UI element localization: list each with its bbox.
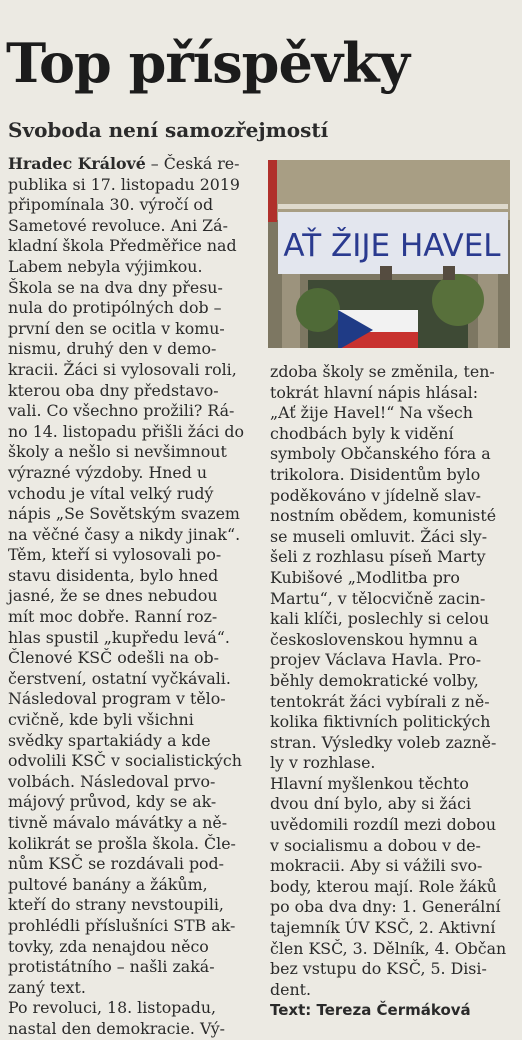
left-column-lines — [8, 175, 260, 1040]
text-line: kteří do strany nevstoupili, — [8, 895, 224, 915]
text-line: body, kterou mají. Role žáků — [270, 876, 497, 896]
text-line: Po revoluci, 18. listopadu, — [8, 998, 217, 1018]
text-line: ly v rozhlase. — [270, 753, 376, 773]
text-line: československou hymnu a — [270, 629, 478, 649]
text-line: šeli z rozhlasu píseň Marty — [270, 547, 486, 567]
text-line: nápis „Se Sovětským svazem — [8, 504, 240, 524]
text-line: dent. — [270, 979, 312, 999]
text-line: připomínala 30. výročí od — [8, 195, 214, 215]
text-line: publika si 17. listopadu 2019 — [8, 174, 240, 194]
text-line: Následoval program v tělo- — [8, 689, 226, 709]
text-line: nula do protipólných dob – — [8, 298, 222, 318]
text-line: mokracii. Aby si vážili svo- — [270, 856, 483, 876]
text-line: kolika fiktivních politických — [270, 712, 491, 732]
text-line: výrazné výzdoby. Hned u — [8, 462, 208, 482]
text-line: na věčné časy a nikdy jinak“. — [8, 524, 241, 544]
dateline: Hradec Králové — [8, 154, 146, 173]
text-line: stran. Výsledky voleb zazně- — [270, 732, 497, 752]
text-line: zaný text. — [8, 977, 86, 997]
text-line: nům KSČ se rozdávali pod- — [8, 854, 225, 874]
text-line: bez vstupu do KSČ, 5. Disi- — [270, 959, 487, 979]
right-column-lines — [270, 362, 515, 1000]
text-line: Martu“, v tělocvičně zacin- — [270, 588, 486, 608]
text-line: tajemník ÚV KSČ, 2. Aktivní — [270, 918, 496, 938]
text-line: kracii. Žáci si vylosovali roli, — [8, 359, 237, 379]
text-line: májový průvod, kdy se ak- — [8, 792, 217, 812]
text-line: člen KSČ, 3. Dělník, 4. Občan — [270, 938, 507, 958]
text-line: nismu, druhý den v demo- — [8, 339, 217, 359]
text-line: nostním obědem, komunisté — [270, 506, 497, 526]
text-line: stavu disidenta, bylo hned — [8, 565, 219, 585]
text-line: běhly demokratické volby, — [270, 670, 479, 690]
text-line: Členové KSČ odešli na ob- — [8, 648, 219, 668]
text-line: prohlédli příslušníci STB ak- — [8, 915, 236, 935]
text-line: vali. Co všechno prožili? Rá- — [8, 401, 235, 421]
text-line: Hlavní myšlenkou těchto — [270, 773, 469, 793]
article-subheadline: Svoboda není samozřejmostí — [8, 118, 329, 142]
text-line: „Ať žije Havel!“ Na všech — [270, 403, 473, 423]
first-line — [8, 154, 260, 175]
text-line: Labem nebyla výjimkou. — [8, 256, 203, 276]
article-column-right — [270, 362, 515, 1021]
text-line: čerstvení, ostatní vyčkávali. — [8, 668, 231, 688]
text-line: Těm, kteří si vylosovali po- — [8, 545, 222, 565]
text-line: volbách. Následoval prvo- — [8, 771, 216, 791]
text-line: Sametové revoluce. Ani Zá- — [8, 215, 228, 235]
text-line: hlas spustil „kupředu levá“. — [8, 627, 230, 647]
text-line: cvičně, kde byli všichni — [8, 710, 194, 730]
text-line: kterou oba dny představo- — [8, 380, 219, 400]
text-line: se museli omluvit. Žáci sly- — [270, 526, 488, 546]
text-line: tovky, zda nenajdou něco — [8, 936, 209, 956]
text-line: poděkováno v jídelně slav- — [270, 485, 482, 505]
author-credit: Text: Tereza Čermáková — [270, 1001, 471, 1020]
text-line: symboly Občanského fóra a — [270, 444, 491, 464]
text-line: zdoba školy se změnila, ten- — [270, 362, 495, 381]
photo-illustration — [268, 160, 510, 348]
text-line: kladní škola Předměřice nad — [8, 236, 237, 256]
text-line: kali klíči, poslechly si celou — [270, 609, 489, 629]
text-line: no 14. listopadu přišli žáci do — [8, 421, 244, 441]
text-line: vchodu je vítal velký rudý — [8, 483, 214, 503]
first-line-rest: – Česká re- — [145, 154, 240, 173]
text-line: Škola se na dva dny přesu- — [8, 277, 223, 297]
banner-text: AŤ ŽIJE HAVEL — [283, 228, 501, 264]
text-line: nastal den demokracie. Vý- — [8, 1018, 226, 1038]
text-line: jasné, že se dnes nebudou — [8, 586, 218, 606]
text-line: tokrát hlavní nápis hlásal: — [270, 382, 479, 402]
text-line: chodbách byly k vidění — [270, 423, 454, 443]
article-column-left — [8, 154, 260, 1040]
text-line: po oba dva dny: 1. Generální — [270, 897, 501, 917]
text-line: tivně mávalo mávátky a ně- — [8, 813, 228, 832]
text-line: v socialismu a dobou v de- — [270, 835, 481, 855]
page-headline: Top příspěvky — [6, 31, 409, 95]
text-line: školy a nešlo si nevšimnout — [8, 442, 227, 462]
text-line: dvou dní bylo, aby si žáci — [270, 794, 472, 814]
text-line: protistátního – našli zaká- — [8, 957, 215, 977]
text-line: tentokrát žáci vybírali z ně- — [270, 691, 490, 711]
text-line: Kubišové „Modlitba pro — [270, 567, 460, 587]
text-line: mít moc dobře. Ranní roz- — [8, 607, 218, 627]
text-line: odvolili KSČ v socialistických — [8, 751, 242, 771]
text-line: kolikrát se prošla škola. Čle- — [8, 833, 236, 853]
text-line: pultové banány a žákům, — [8, 874, 208, 894]
text-line: uvědomili rozdíl mezi dobou — [270, 815, 496, 835]
text-line: trikolora. Disidentům bylo — [270, 464, 481, 484]
text-line: svědky spartakiády a kde — [8, 730, 211, 750]
text-line: první den se ocitla v komu- — [8, 318, 225, 338]
text-line: projev Václava Havla. Pro- — [270, 650, 482, 670]
article-photo — [268, 160, 510, 348]
